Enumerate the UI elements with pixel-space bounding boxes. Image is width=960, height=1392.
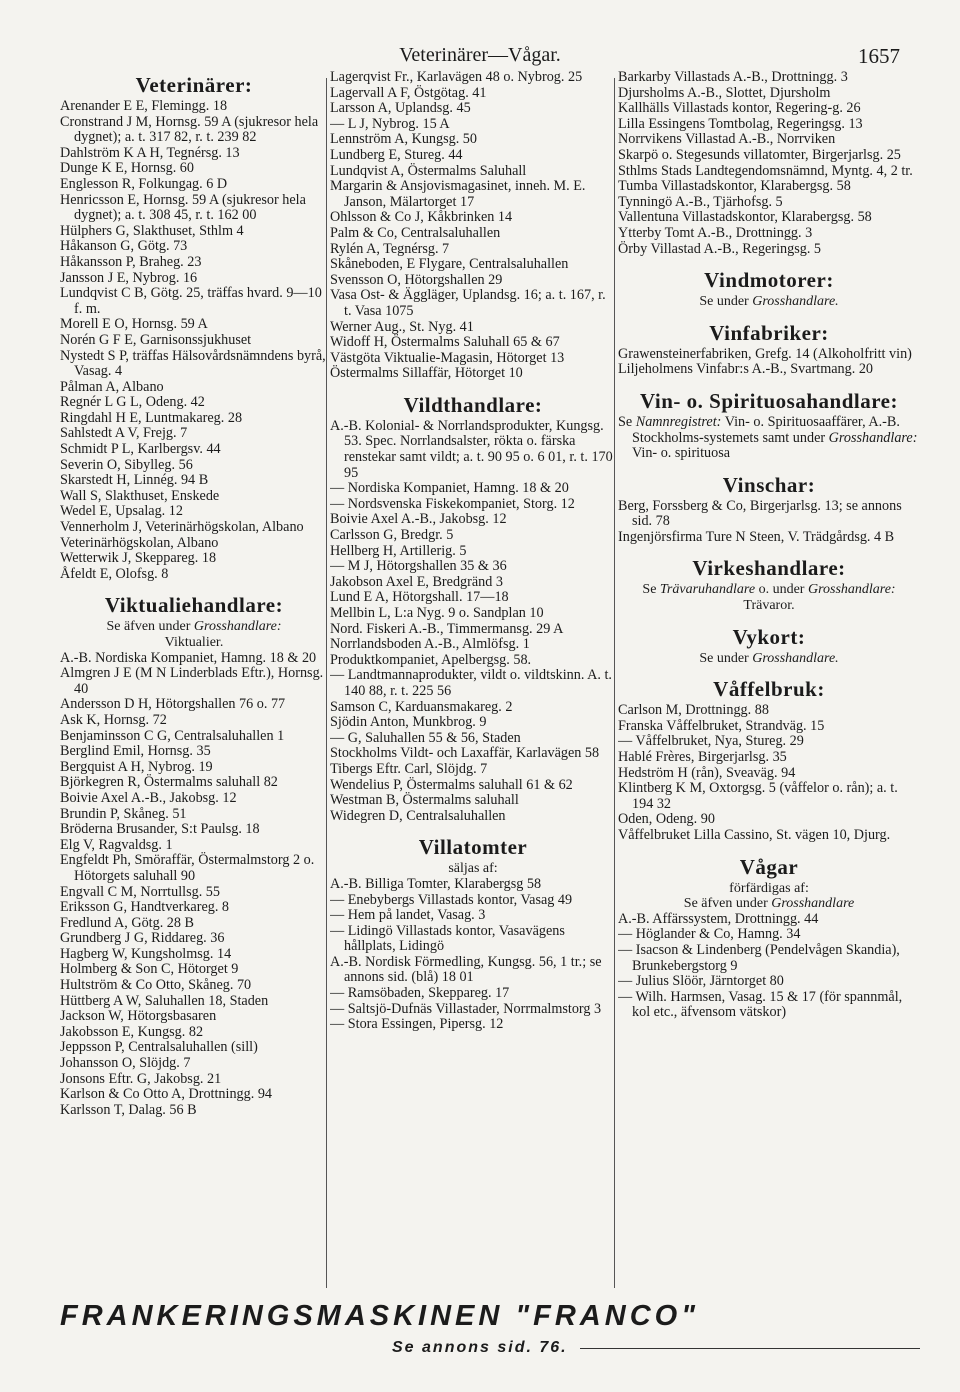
- column-3: [618, 70, 920, 1290]
- list-item: — Hem på landet, Vasag. 3: [330, 907, 486, 924]
- list-item: Schmidt P L, Karlbergsv. 44: [60, 441, 221, 458]
- list-item: Norén G F E, Garnisonssjukhuset: [60, 331, 252, 348]
- list-item: Vasa Ost- & Äggläger, Uplandsg. 16; a. t. 167, r. t. Vasa 1075: [330, 287, 606, 319]
- list-item: Ringdahl H E, Luntmakareg. 28: [60, 409, 243, 426]
- list-item: Liljeholmens Vinfabr:s A.-B., Svartmang. 20: [618, 361, 874, 378]
- list-item: — Stora Essingen, Pipersg. 12: [330, 1016, 504, 1033]
- section-heading-vaffelbruk: Våffelbruk:: [713, 677, 825, 702]
- list-item: Ask K, Hornsg. 72: [60, 711, 167, 728]
- section-note: Se Namnregistret: Vin- o. Spirituosaaffärer, A.-B. Stockholms-systemets samt under Grosshandlare: Vin- o. spirituosa: [618, 413, 918, 462]
- list-item: Karlson & Co Otto A, Drottningg. 94: [60, 1086, 273, 1103]
- list-item: Grundberg J G, Riddareg. 36: [60, 930, 225, 947]
- list-item: Werner Aug., St. Nyg. 41: [330, 318, 474, 335]
- list-item: — Nordiska Kompaniet, Hamng. 18 & 20: [330, 480, 569, 497]
- list-item: Lundberg E, Stureg. 44: [330, 146, 463, 163]
- list-item: Severin O, Sibylleg. 56: [60, 456, 193, 473]
- list-item: Norrlandsboden A.-B., Almlöfsg. 1: [330, 636, 530, 653]
- list-item: Berg, Forssberg & Co, Birgerjarlsg. 13; se annons sid. 78: [618, 497, 902, 530]
- list-item: Sthlms Stads Landtegendomsnämnd, Myntg. 4, 2 tr.: [618, 162, 913, 179]
- list-item: Våffelbruket Lilla Cassino, St. vägen 10, Djurg.: [618, 827, 891, 843]
- list-vaffelbruk: [618, 703, 920, 843]
- list-item: Hellberg H, Artillerig. 5: [330, 542, 467, 559]
- section-note: Se under Grosshandlare.: [699, 294, 839, 310]
- list-item: — Saltsjö-Dufnäs Villastader, Norrmalmstorg 3: [330, 1000, 602, 1017]
- list-item: Lagerqvist Fr., Karlavägen 48 o. Nybrog. 25: [330, 70, 583, 85]
- list-item: A.-B. Affärssystem, Drottningg. 44: [618, 910, 819, 927]
- advert-reference: Se annons sid. 76.: [392, 1339, 568, 1356]
- list-item: Cronstrand J M, Hornsg. 59 A (sjukresor hela dygnet); a. t. 317 82, r. t. 239 82: [60, 113, 319, 146]
- list-item: Bröderna Brusander, S:t Paulsg. 18: [60, 821, 260, 838]
- list-item: Skarstedt H, Linnég. 94 B: [60, 472, 209, 489]
- list-item: Fredlund A, Götg. 28 B: [60, 914, 194, 931]
- list-vinfabriker: [618, 347, 920, 378]
- list-item: Karlsson T, Dalag. 56 B: [60, 1101, 197, 1118]
- list-item: Hagberg W, Kungsholmsg. 14: [60, 945, 232, 962]
- list-item: Palm & Co, Centralsaluhallen: [330, 224, 501, 241]
- list-item: Kallhälls Villastads kontor, Regering-g. 26: [618, 100, 861, 117]
- list-item: — Enebybergs Villastads kontor, Vasag 49: [330, 891, 573, 908]
- section-heading-vindmotorer: Vindmotorer:: [704, 268, 834, 293]
- list-item: Tibergs Eftr. Carl, Slöjdg. 7: [330, 760, 488, 777]
- section-heading-vin-spirituosa: Vin- o. Spirituosahandlare:: [640, 388, 898, 413]
- list-item: Carlson M, Drottningg. 88: [618, 702, 769, 719]
- list-item: Wendelius P, Östermalms saluhall 61 & 62: [330, 776, 573, 793]
- list-item: Wall S, Slakthuset, Enskede: [60, 487, 220, 504]
- list-item: Skåneboden, E Flygare, Centralsaluhallen: [330, 256, 569, 273]
- section-heading-vykort: Vykort:: [732, 624, 806, 649]
- list-item: — G, Saluhallen 55 & 56, Staden: [330, 729, 521, 746]
- list-item: Håkansson P, Braheg. 23: [60, 253, 202, 270]
- list-item: Vennerholm J, Veterinärhögskolan, Albano: [60, 519, 304, 536]
- list-item: Andersson D H, Hötorgshallen 76 o. 77: [60, 696, 286, 713]
- advert-rule: [580, 1348, 920, 1349]
- list-item: Jansson J E, Nybrog. 16: [60, 269, 198, 286]
- advert-title: FRANKERINGSMASKINEN "FRANCO": [60, 1300, 699, 1332]
- list-item: Henricsson E, Hornsg. 59 A (sjukresor hela dygnet); a. t. 308 45, r. t. 162 00: [60, 191, 306, 224]
- list-item: Håkanson G, Götg. 73: [60, 238, 188, 255]
- list-item: — Julius Slöör, Järntorget 80: [618, 973, 784, 990]
- list-villatomter-cont: [618, 70, 920, 257]
- list-viktualiehandlare-cont: [330, 70, 616, 382]
- list-item: Hultström & Co Otto, Skåneg. 70: [60, 977, 252, 994]
- list-item: Margarin & Ansjovismagasinet, inneh. M. E. Janson, Mälartorget 17: [330, 178, 586, 210]
- list-veterinarer: [60, 99, 328, 582]
- list-item: Jackson W, Hötorgsbasaren: [60, 1008, 217, 1025]
- list-item: — Våffelbruket, Nya, Stureg. 29: [618, 733, 804, 750]
- list-item: Lennström A, Kungsg. 50: [330, 131, 477, 148]
- list-item: Johansson O, Slöjdg. 7: [60, 1055, 191, 1072]
- section-note: Se äfven under Grosshandlare: Viktualier.: [106, 619, 282, 650]
- list-item: — Ramsöbaden, Skeppareg. 17: [330, 985, 510, 1002]
- list-item: Eriksson G, Handtverkareg. 8: [60, 899, 230, 916]
- advert-sub: [60, 1339, 920, 1357]
- section-heading-vinschar: Vinschar:: [722, 472, 816, 497]
- list-item: — Isacson & Lindenberg (Pendelvågen Skandia), Brunkebergstorg 9: [618, 941, 900, 974]
- list-item: Dahlström K A H, Tegnérsg. 13: [60, 144, 240, 161]
- list-item: — M J, Hötorgshallen 35 & 36: [330, 558, 507, 575]
- column-1: [60, 70, 328, 1290]
- list-item: Åfeldt E, Olofsg. 8: [60, 565, 169, 582]
- list-item: Pålman A, Albano: [60, 378, 164, 395]
- list-item: Hüttberg A W, Saluhallen 18, Staden: [60, 992, 269, 1009]
- list-item: Östermalms Sillaffär, Hötorget 10: [330, 365, 523, 382]
- list-item: Lundqvist A, Östermalms Saluhall: [330, 162, 527, 179]
- list-item: Widegren D, Centralsaluhallen: [330, 807, 506, 824]
- section-subheading: förfärdigas af:: [729, 880, 809, 896]
- list-item: Elg V, Ragvaldsg. 1: [60, 836, 173, 853]
- section-note: Se Trävaruhandlare o. under Grosshandlare: Trävaror.: [642, 582, 896, 614]
- list-item: — Lidingö Villastads kontor, Vasavägens hållplats, Lidingö: [330, 922, 565, 955]
- list-item: Svensson O, Hötorgshallen 29: [330, 271, 503, 288]
- section-note: Se under Grosshandlare.: [699, 650, 839, 666]
- section-heading-viktualiehandlare: Viktualiehandlare:: [104, 593, 284, 618]
- list-item: Lilla Essingens Tomtbolag, Regeringsg. 13: [618, 115, 863, 132]
- page-number: 1657: [858, 44, 900, 68]
- section-heading-villatomter: Villatomter: [418, 835, 528, 860]
- list-item: A.-B. Billiga Tomter, Klarabergsg 58: [330, 875, 542, 892]
- list-item: Björkegren R, Östermalms saluhall 82: [60, 774, 278, 791]
- list-item: Wedel E, Upsalag. 12: [60, 503, 183, 520]
- page-title: Veterinärer—Vågar.: [399, 44, 561, 66]
- list-item: Tumba Villastadskontor, Klarabergsg. 58: [618, 178, 851, 195]
- list-item: Almgren J E (M N Linderblads Eftr.), Hornsg. 40: [60, 665, 324, 697]
- list-item: Hedström H (rån), Sveaväg. 94: [618, 764, 796, 781]
- list-item: Sjödin Anton, Munkbrog. 9: [330, 714, 487, 731]
- list-item: Lagervall A F, Östgötag. 41: [330, 84, 487, 101]
- list-item: Morell E O, Hornsg. 59 A: [60, 316, 208, 333]
- list-villatomter: [330, 877, 616, 1033]
- list-item: Widoff H, Östermalms Saluhall 65 & 67: [330, 334, 560, 351]
- list-item: Klintberg K M, Oxtorgsg. 5 (våffelor o. rån); a. t. 194 32: [618, 780, 898, 812]
- list-item: Hülphers G, Slakthuset, Sthlm 4: [60, 222, 244, 239]
- list-item: Englesson R, Folkungag. 6 D: [60, 175, 228, 192]
- list-item: Tynningö A.-B., Tjärhofsg. 5: [618, 193, 783, 210]
- list-item: Stockholms Vildt- och Laxaffär, Karlavägen 58: [330, 745, 600, 762]
- list-item: Nystedt S P, träffas Hälsovårdsnämndens byrå, Vasag. 4: [60, 347, 326, 380]
- list-item: Wetterwik J, Skeppareg. 18: [60, 550, 217, 567]
- list-item: Produktkompaniet, Apelbergsg. 58.: [330, 651, 532, 668]
- list-item: Ytterby Tomt A.-B., Drottningg. 3: [618, 224, 813, 241]
- list-item: Carlsson G, Bredgr. 5: [330, 527, 454, 544]
- list-item: Sahlstedt A V, Frejg. 7: [60, 425, 188, 442]
- list-item: Jonsons Eftr. G, Jakobsg. 21: [60, 1070, 222, 1087]
- list-item: Barkarby Villastads A.-B., Drottningg. 3: [618, 70, 848, 85]
- list-item: Mellbin L, L:a Nyg. 9 o. Sandplan 10: [330, 605, 544, 621]
- list-item: Lund E A, Hötorgshall. 17—18: [330, 589, 509, 606]
- list-item: — Nordsvenska Fiskekompaniet, Storg. 12: [330, 495, 575, 512]
- list-item: Boivie Axel A.-B., Jakobsg. 12: [330, 511, 507, 528]
- list-item: — Höglander & Co, Hamng. 34: [618, 926, 801, 943]
- column-2: [330, 70, 616, 1290]
- section-note: Se äfven under Grosshandlare: [683, 896, 855, 912]
- list-item: Engvall C M, Norrtullsg. 55: [60, 883, 220, 900]
- list-item: Lundqvist C B, Götg. 25, träffas hvard. 9—10 f. m.: [60, 285, 322, 317]
- list-item: Norrvikens Villastad A.-B., Norrviken: [618, 131, 836, 148]
- list-item: — Wilh. Harmsen, Vasag. 15 & 17 (för spannmål, kol etc., äfvensom vätskor): [618, 988, 903, 1021]
- columns: [60, 70, 920, 1290]
- section-heading-virkeshandlare: Virkeshandlare:: [692, 556, 846, 581]
- section-heading-vinfabriker: Vinfabriker:: [709, 320, 829, 345]
- list-item: Ohlsson & Co J, Kåkbrinken 14: [330, 209, 513, 226]
- list-item: Grawensteinerfabriken, Grefg. 14 (Alkoholfritt vin): [618, 345, 912, 362]
- list-item: Västgöta Viktualie-Magasin, Hötorget 13: [330, 349, 565, 366]
- list-item: Dunge K E, Hornsg. 60: [60, 160, 194, 177]
- list-item: Jeppsson P, Centralsaluhallen (sill): [60, 1039, 258, 1056]
- list-item: Franska Våffelbruket, Strandväg. 15: [618, 717, 825, 734]
- list-item: Rylén A, Tegnérsg. 7: [330, 240, 450, 257]
- list-item: Westman B, Östermalms saluhall: [330, 792, 519, 809]
- list-item: Regnér L G L, Odeng. 42: [60, 394, 205, 411]
- list-vinschar: [618, 499, 920, 546]
- list-item: A.-B. Kolonial- & Norrlandsprodukter, Kungsg. 53. Spec. Norrlandsalster, rökta o. färska renstekar samt vildt; a. t. 90 95 o. 6 01, r. t. 170 95: [330, 417, 613, 481]
- section-heading-vagar: Vågar: [739, 854, 799, 879]
- list-item: Arenander E E, Flemingg. 18: [60, 98, 228, 114]
- list-item: Ingenjörsfirma Ture N Steen, V. Trädgårdsg. 4 B: [618, 528, 895, 545]
- list-item: Jakobsson E, Kungsg. 82: [60, 1023, 204, 1040]
- list-item: Vallentuna Villastadskontor, Klarabergsg. 58: [618, 209, 872, 226]
- section-heading-veterinarer: Veterinärer:: [135, 73, 253, 97]
- list-vagar: [618, 912, 920, 1021]
- list-vildthandlare: [330, 419, 616, 824]
- list-item: Hablé Frères, Birgerjarlsg. 35: [618, 749, 787, 766]
- list-item: Bergquist A H, Nybrog. 19: [60, 758, 213, 775]
- list-item: — Landtmannaprodukter, vildt o. vildtskinn. A. t. 140 88, r. t. 225 56: [330, 667, 612, 699]
- list-viktualiehandlare: [60, 651, 328, 1119]
- list-item: Jakobson Axel E, Bredgränd 3: [330, 573, 503, 590]
- list-item: Brundin P, Skåneg. 51: [60, 805, 187, 822]
- list-item: Berglind Emil, Hornsg. 35: [60, 743, 211, 760]
- list-item: Boivie Axel A.-B., Jakobsg. 12: [60, 789, 237, 806]
- list-item: Nord. Fiskeri A.-B., Timmermansg. 29 A: [330, 620, 564, 637]
- list-item: — L J, Nybrog. 15 A: [330, 115, 450, 132]
- list-item: Larsson A, Uplandsg. 45: [330, 100, 471, 117]
- list-item: Engfeldt Ph, Smöraffär, Östermalmstorg 2 o. Hötorgets saluhall 90: [60, 852, 315, 884]
- section-subheading: säljas af:: [448, 861, 498, 877]
- list-item: A.-B. Nordiska Kompaniet, Hamng. 18 & 20: [60, 649, 317, 666]
- section-heading-vildthandlare: Vildthandlare:: [403, 392, 543, 417]
- list-item: Benjaminsson C G, Centralsaluhallen 1: [60, 727, 285, 744]
- list-item: A.-B. Nordisk Förmedling, Kungsg. 56, 1 tr.; se annons sid. (blå) 18 01: [330, 953, 602, 986]
- list-item: Djursholms A.-B., Slottet, Djursholm: [618, 84, 831, 101]
- list-item: Samson C, Karduansmakareg. 2: [330, 698, 513, 715]
- list-item: Örby Villastad A.-B., Regeringsg. 5: [618, 240, 822, 257]
- list-item: Oden, Odeng. 90: [618, 811, 715, 828]
- list-item: Holmberg & Son C, Hötorget 9: [60, 961, 239, 978]
- list-item: Veterinärhögskolan, Albano: [60, 534, 219, 551]
- footer-advert: [60, 1300, 920, 1357]
- list-item: Skarpö o. Stegesunds villatomter, Birgerjarlsg. 25: [618, 146, 901, 163]
